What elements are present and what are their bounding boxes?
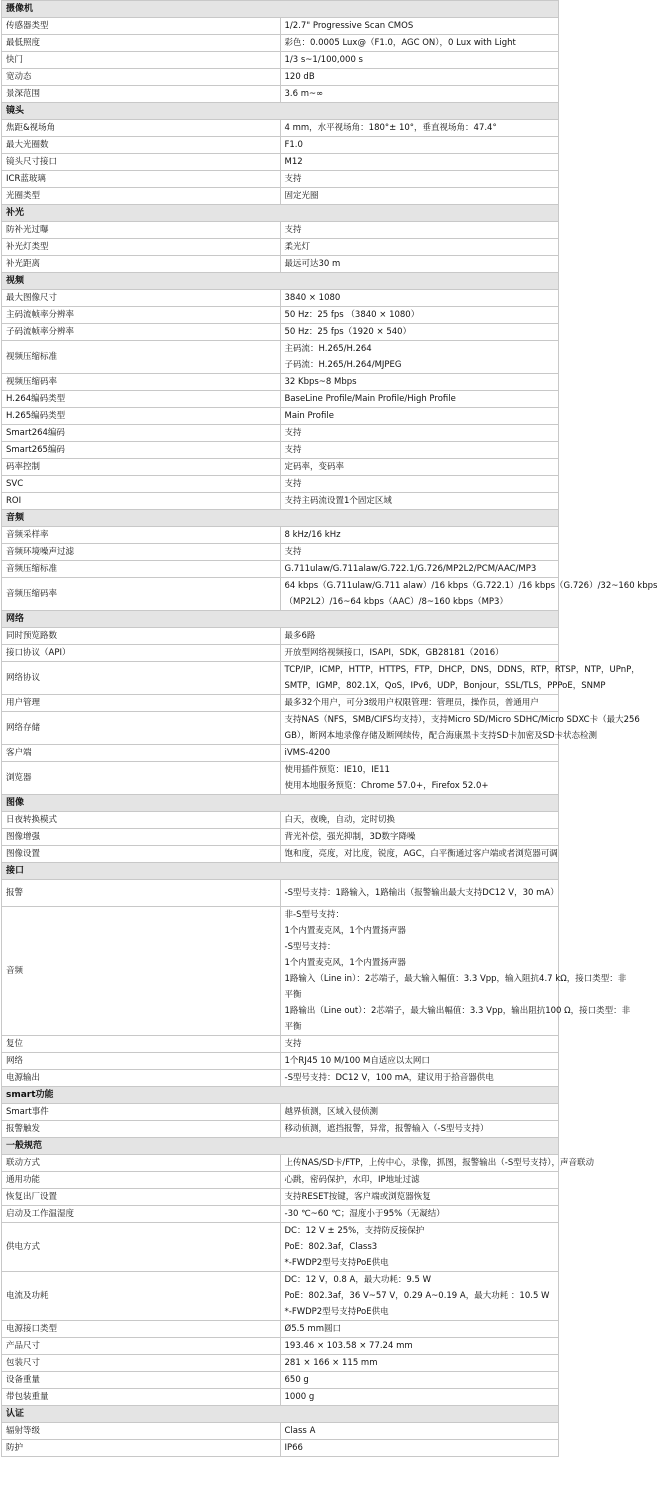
spec-label: 电流及功耗 <box>2 1272 281 1321</box>
spec-value-line: 彩色：0.0005 Lux@（F1.0，AGC ON），0 Lux with Light <box>284 38 516 48</box>
spec-label: 同时预览路数 <box>2 628 281 645</box>
spec-label: 最大图像尺寸 <box>2 290 281 307</box>
section-title: 镜头 <box>2 103 559 120</box>
spec-value-line: 饱和度，亮度，对比度，锐度，AGC，白平衡通过客户端或者浏览器可调 <box>284 849 558 859</box>
spec-value <box>280 1155 595 1172</box>
spec-row <box>2 290 559 307</box>
spec-value <box>280 1389 559 1406</box>
spec-row <box>2 1440 559 1457</box>
spec-row <box>2 493 559 510</box>
spec-value-line: 50 Hz：25 fps （3840 × 1080） <box>284 310 420 320</box>
spec-label: 传感器类型 <box>2 18 281 35</box>
spec-value-line: 支持 <box>284 1039 302 1049</box>
spec-row <box>2 645 559 662</box>
spec-value <box>280 846 559 863</box>
spec-label: 日夜转换模式 <box>2 812 281 829</box>
section-title: 接口 <box>2 863 559 880</box>
spec-value <box>280 442 559 459</box>
spec-value-line: G.711ulaw/G.711alaw/G.722.1/G.726/MP2L2/PCM/AAC/MP3 <box>284 564 537 574</box>
spec-value-line: 1000 g <box>284 1392 315 1402</box>
spec-value <box>280 171 559 188</box>
spec-row <box>2 442 559 459</box>
spec-label: 焦距&视场角 <box>2 120 281 137</box>
spec-value <box>280 1189 559 1206</box>
spec-row <box>2 762 559 795</box>
spec-value-line: 最远可达30 m <box>284 259 341 269</box>
spec-value-line: 开放型网络视频接口，ISAPI，SDK，GB28181（2016） <box>284 648 504 658</box>
spec-value <box>280 188 559 205</box>
spec-value-line: -S型号支持：1路输入，1路输出（报警输出最大支持DC12 V，30 mA） <box>284 888 559 898</box>
spec-label: H.265编码类型 <box>2 408 281 425</box>
spec-row <box>2 712 559 745</box>
spec-value-line: 白天，夜晚，自动，定时切换 <box>284 815 396 825</box>
spec-value <box>280 52 559 69</box>
spec-row <box>2 1372 559 1389</box>
spec-row <box>2 1036 559 1053</box>
spec-value <box>280 1355 559 1372</box>
spec-row <box>2 222 559 239</box>
spec-value-line: 非-S型号支持： <box>284 910 344 920</box>
section-title: 音频 <box>2 510 559 527</box>
spec-value-line: 支持NAS（NFS，SMB/CIFS均支持），支持Micro SD/Micro SDHC/Micro SDXC卡（最大256 <box>284 715 640 725</box>
spec-value-line: -S型号支持： <box>284 942 336 952</box>
spec-value-line: TCP/IP，ICMP，HTTP，HTTPS，FTP，DHCP，DNS，DDNS，RTP，RTSP，NTP，UPnP， <box>284 665 640 675</box>
section-title: 补光 <box>2 205 559 222</box>
spec-value-line: 32 Kbps~8 Mbps <box>284 377 357 387</box>
spec-label: 音频 <box>2 907 281 1036</box>
spec-value-line: 3840 × 1080 <box>284 293 341 303</box>
spec-label: 音频环境噪声过滤 <box>2 544 281 561</box>
spec-row <box>2 52 559 69</box>
spec-value-line: 最多32个用户，可分3级用户权限管理：管理员，操作员，普通用户 <box>284 698 539 708</box>
spec-row <box>2 69 559 86</box>
spec-value <box>280 154 559 171</box>
spec-value <box>280 712 640 745</box>
spec-value-line: 1个RJ45 10 M/100 M自适应以太网口 <box>284 1056 430 1066</box>
spec-value <box>280 425 559 442</box>
spec-label: ICR蓝玻璃 <box>2 171 281 188</box>
section-header <box>2 1 559 18</box>
spec-label: 包装尺寸 <box>2 1355 281 1372</box>
spec-value <box>280 1121 559 1138</box>
spec-row <box>2 324 559 341</box>
spec-value <box>280 880 559 907</box>
spec-value <box>280 459 559 476</box>
spec-row <box>2 120 559 137</box>
spec-value <box>280 1272 559 1321</box>
spec-value-line: 1路输入（Line in）：2芯端子，最大输入幅值：3.3 Vpp，输入阻抗4.7 kΩ，接口类型：非 <box>284 974 627 984</box>
spec-label: Smart事件 <box>2 1104 281 1121</box>
spec-label: 恢复出厂设置 <box>2 1189 281 1206</box>
spec-row <box>2 171 559 188</box>
section-header <box>2 795 559 812</box>
spec-label: 主码流帧率分辨率 <box>2 307 281 324</box>
spec-value-line: PoE：802.3af，36 V~57 V，0.29 A~0.19 A，最大功耗 ：10.5 W <box>284 1291 550 1301</box>
spec-value <box>280 290 559 307</box>
spec-value <box>280 69 559 86</box>
spec-value-line: 最多6路 <box>284 631 316 641</box>
spec-row <box>2 1172 559 1189</box>
spec-row <box>2 662 559 695</box>
spec-row <box>2 341 559 374</box>
spec-value-line: 支持主码流设置1个固定区域 <box>284 496 392 506</box>
spec-value-line: 使用本地服务预览：Chrome 57.0+，Firefox 52.0+ <box>284 781 489 791</box>
spec-value-line: M12 <box>284 157 303 167</box>
spec-value-line: F1.0 <box>284 140 303 150</box>
spec-value <box>280 493 559 510</box>
spec-label: 复位 <box>2 1036 281 1053</box>
spec-value-line: 120 dB <box>284 72 315 82</box>
spec-value-line: Class A <box>284 1426 316 1436</box>
spec-label: 最大光圈数 <box>2 137 281 154</box>
spec-row <box>2 578 559 611</box>
spec-row <box>2 425 559 442</box>
spec-value <box>280 18 559 35</box>
spec-label: 音频采样率 <box>2 527 281 544</box>
spec-value <box>280 222 559 239</box>
spec-value-line: 支持 <box>284 174 302 184</box>
spec-value <box>280 812 559 829</box>
spec-value-line: 50 Hz：25 fps（1920 × 540） <box>284 327 412 337</box>
spec-row <box>2 846 559 863</box>
spec-value <box>280 527 559 544</box>
spec-row <box>2 1206 559 1223</box>
spec-value <box>280 1321 559 1338</box>
spec-label: 设备重量 <box>2 1372 281 1389</box>
spec-value-line: 支持RESET按键，客户端或浏览器恢复 <box>284 1192 431 1202</box>
spec-row <box>2 1155 559 1172</box>
section-title: 图像 <box>2 795 559 812</box>
spec-value-line: 柔光灯 <box>284 242 311 252</box>
spec-row <box>2 408 559 425</box>
spec-value <box>280 1440 559 1457</box>
spec-value-line: 支持 <box>284 225 302 235</box>
spec-row <box>2 561 559 578</box>
spec-value <box>280 561 559 578</box>
spec-value <box>280 695 559 712</box>
spec-value <box>280 762 559 795</box>
spec-row <box>2 1121 559 1138</box>
spec-value-line: 4 mm，水平视场角：180°± 10°，垂直视场角：47.4° <box>284 123 497 133</box>
spec-value <box>280 1372 559 1389</box>
spec-value <box>280 645 559 662</box>
spec-row <box>2 1355 559 1372</box>
spec-value-line: -30 ℃~60 ℃；湿度小于95%（无凝结） <box>284 1209 445 1219</box>
spec-value-line: 越界侦测，区域入侵侦测 <box>284 1107 379 1117</box>
spec-row <box>2 35 559 52</box>
section-title: 网络 <box>2 611 559 628</box>
spec-row <box>2 239 559 256</box>
spec-label: 视频压缩码率 <box>2 374 281 391</box>
section-header <box>2 273 559 290</box>
section-title: 认证 <box>2 1406 559 1423</box>
spec-value <box>280 374 559 391</box>
spec-value <box>280 1104 559 1121</box>
spec-row <box>2 1070 559 1087</box>
spec-value-line: 子码流：H.265/H.264/MJPEG <box>284 360 402 370</box>
spec-value-line: PoE：802.3af，Class3 <box>284 1242 378 1252</box>
spec-row <box>2 1053 559 1070</box>
spec-row <box>2 907 559 1036</box>
spec-label: 供电方式 <box>2 1223 281 1272</box>
spec-value <box>280 86 559 103</box>
spec-value <box>280 1206 559 1223</box>
section-header <box>2 1087 559 1104</box>
spec-label: H.264编码类型 <box>2 391 281 408</box>
spec-table <box>1 0 657 1457</box>
spec-row <box>2 695 559 712</box>
spec-label: 图像增强 <box>2 829 281 846</box>
spec-value-line: 支持 <box>284 445 302 455</box>
spec-value <box>280 907 631 1036</box>
spec-label: 带包装重量 <box>2 1389 281 1406</box>
spec-value-line: 1/3 s~1/100,000 s <box>284 55 363 65</box>
section-header <box>2 1406 559 1423</box>
spec-label: 光圈类型 <box>2 188 281 205</box>
spec-value-line: 主码流：H.265/H.264 <box>284 344 372 354</box>
spec-value-line: （MP2L2）/16~64 kbps（AAC）/8~160 kbps（MP3） <box>284 597 508 607</box>
section-header <box>2 611 559 628</box>
spec-label: 网络协议 <box>2 662 281 695</box>
spec-row <box>2 1423 559 1440</box>
spec-label: 音频压缩标准 <box>2 561 281 578</box>
spec-label: 浏览器 <box>2 762 281 795</box>
spec-row <box>2 137 559 154</box>
spec-label: 景深范围 <box>2 86 281 103</box>
section-header <box>2 205 559 222</box>
spec-label: 补光距离 <box>2 256 281 273</box>
spec-value-line: 1/2.7" Progressive Scan CMOS <box>284 21 414 31</box>
spec-value <box>280 628 559 645</box>
spec-value <box>280 341 559 374</box>
spec-value-line: 1个内置麦克风，1个内置扬声器 <box>284 926 406 936</box>
spec-value-line: Main Profile <box>284 411 334 421</box>
spec-row <box>2 829 559 846</box>
section-title: 摄像机 <box>2 1 559 18</box>
spec-label: 接口协议（API） <box>2 645 281 662</box>
spec-value-line: 背光补偿，强光抑制，3D数字降噪 <box>284 832 416 842</box>
spec-row <box>2 256 559 273</box>
spec-label: 补光灯类型 <box>2 239 281 256</box>
spec-value <box>280 544 559 561</box>
spec-label: 启动及工作温湿度 <box>2 1206 281 1223</box>
spec-row <box>2 628 559 645</box>
spec-value-line: 1路输出（Line out）：2芯端子，最大输出幅值：3.3 Vpp，输出阻抗100 Ω，接口类型：非 <box>284 1006 631 1016</box>
spec-label: 客户端 <box>2 745 281 762</box>
spec-value <box>280 1423 559 1440</box>
spec-value <box>280 476 559 493</box>
spec-value-line: 支持 <box>284 479 302 489</box>
spec-row <box>2 1189 559 1206</box>
spec-row <box>2 476 559 493</box>
section-title: 一般规范 <box>2 1138 559 1155</box>
spec-label: 产品尺寸 <box>2 1338 281 1355</box>
spec-label: 防补光过曝 <box>2 222 281 239</box>
spec-row <box>2 307 559 324</box>
spec-label: 网络 <box>2 1053 281 1070</box>
spec-label: 镜头尺寸接口 <box>2 154 281 171</box>
spec-value-line: iVMS-4200 <box>284 748 331 758</box>
spec-value-line: DC：12 V，0.8 A，最大功耗：9.5 W <box>284 1275 431 1285</box>
spec-value-line: 使用插件预览：IE10，IE11 <box>284 765 390 775</box>
spec-value <box>280 1172 559 1189</box>
spec-row <box>2 1223 559 1272</box>
spec-value <box>280 256 559 273</box>
spec-row <box>2 391 559 408</box>
spec-value-line: 定码率，变码率 <box>284 462 345 472</box>
spec-label: 码率控制 <box>2 459 281 476</box>
spec-label: 报警触发 <box>2 1121 281 1138</box>
spec-value <box>280 1338 559 1355</box>
spec-label: Smart265编码 <box>2 442 281 459</box>
spec-value <box>280 1070 559 1087</box>
spec-value <box>280 137 559 154</box>
spec-value <box>280 1223 559 1272</box>
spec-value-line: *-FWDP2型号支持PoE供电 <box>284 1307 389 1317</box>
spec-value <box>280 120 559 137</box>
spec-label: 宽动态 <box>2 69 281 86</box>
spec-value-line: GB），断网本地录像存储及断网续传，配合海康黑卡支持SD卡加密及SD卡状态检测 <box>284 731 598 741</box>
spec-label: 视频压缩标准 <box>2 341 281 374</box>
spec-table-body <box>2 1 657 1457</box>
spec-label: 联动方式 <box>2 1155 281 1172</box>
spec-value-line: SMTP，IGMP，802.1X，QoS，IPv6，UDP，Bonjour，SSL/TLS，PPPoE，SNMP <box>284 681 606 691</box>
spec-value-line: Ø5.5 mm圆口 <box>284 1324 341 1334</box>
spec-row <box>2 527 559 544</box>
spec-label: Smart264编码 <box>2 425 281 442</box>
spec-row <box>2 374 559 391</box>
section-title: smart功能 <box>2 1087 559 1104</box>
spec-row <box>2 1321 559 1338</box>
spec-value-line: 8 kHz/16 kHz <box>284 530 341 540</box>
spec-value-line: 支持 <box>284 428 302 438</box>
spec-value-line: 上传NAS/SD卡/FTP，上传中心，录像，抓图，报警输出（-S型号支持），声音联动 <box>284 1158 595 1168</box>
spec-value-line: 平衡 <box>284 990 302 1000</box>
spec-value-line: BaseLine Profile/Main Profile/High Profile <box>284 394 456 404</box>
spec-label: 电源输出 <box>2 1070 281 1087</box>
spec-value-line: 移动侦测，遮挡报警，异常，报警输入（-S型号支持） <box>284 1124 489 1134</box>
spec-label: 报警 <box>2 880 281 907</box>
spec-row <box>2 1338 559 1355</box>
section-header <box>2 863 559 880</box>
spec-value-line: 64 kbps（G.711ulaw/G.711 alaw）/16 kbps（G.722.1）/16 kbps（G.726）/32~160 kbps <box>284 581 657 591</box>
spec-value <box>280 408 559 425</box>
spec-label: ROI <box>2 493 281 510</box>
spec-row <box>2 1272 559 1321</box>
spec-label: 通用功能 <box>2 1172 281 1189</box>
spec-value <box>280 239 559 256</box>
spec-row <box>2 1389 559 1406</box>
spec-row <box>2 1104 559 1121</box>
spec-value-line: 1个内置麦克风，1个内置扬声器 <box>284 958 406 968</box>
spec-label: 快门 <box>2 52 281 69</box>
section-header <box>2 510 559 527</box>
section-header <box>2 103 559 120</box>
spec-value <box>280 662 640 695</box>
spec-value <box>280 35 559 52</box>
spec-value <box>280 745 559 762</box>
spec-label: 电源接口类型 <box>2 1321 281 1338</box>
spec-row <box>2 880 559 907</box>
spec-row <box>2 188 559 205</box>
spec-row <box>2 745 559 762</box>
spec-label: 最低照度 <box>2 35 281 52</box>
spec-row <box>2 459 559 476</box>
spec-value-line: IP66 <box>284 1443 303 1453</box>
spec-value-line: 心跳，密码保护，水印，IP地址过滤 <box>284 1175 420 1185</box>
spec-value-line: 固定光圈 <box>284 191 319 201</box>
spec-label: 子码流帧率分辨率 <box>2 324 281 341</box>
spec-value <box>280 1036 559 1053</box>
spec-row <box>2 544 559 561</box>
spec-value <box>280 829 559 846</box>
spec-label: 音频压缩码率 <box>2 578 281 611</box>
spec-value-line: 193.46 × 103.58 × 77.24 mm <box>284 1341 413 1351</box>
spec-value-line: 281 × 166 × 115 mm <box>284 1358 378 1368</box>
spec-label: 网络存储 <box>2 712 281 745</box>
section-title: 视频 <box>2 273 559 290</box>
section-header <box>2 1138 559 1155</box>
spec-value <box>280 307 559 324</box>
spec-value-line: 平衡 <box>284 1022 302 1032</box>
spec-label: 图像设置 <box>2 846 281 863</box>
spec-value-line: *-FWDP2型号支持PoE供电 <box>284 1258 389 1268</box>
spec-value <box>280 324 559 341</box>
spec-row <box>2 154 559 171</box>
spec-value-line: 650 g <box>284 1375 309 1385</box>
spec-value <box>280 578 657 611</box>
spec-value-line: -S型号支持：DC12 V，100 mA，建议用于拾音器供电 <box>284 1073 494 1083</box>
spec-label: 用户管理 <box>2 695 281 712</box>
spec-label: SVC <box>2 476 281 493</box>
spec-value <box>280 1053 559 1070</box>
spec-value-line: DC：12 V ± 25%，支持防反接保护 <box>284 1226 425 1236</box>
spec-value-line: 支持 <box>284 547 302 557</box>
spec-label: 防护 <box>2 1440 281 1457</box>
spec-row <box>2 812 559 829</box>
spec-value-line: 3.6 m~∞ <box>284 89 324 99</box>
spec-label: 辐射等级 <box>2 1423 281 1440</box>
spec-value <box>280 391 559 408</box>
spec-row <box>2 18 559 35</box>
spec-row <box>2 86 559 103</box>
